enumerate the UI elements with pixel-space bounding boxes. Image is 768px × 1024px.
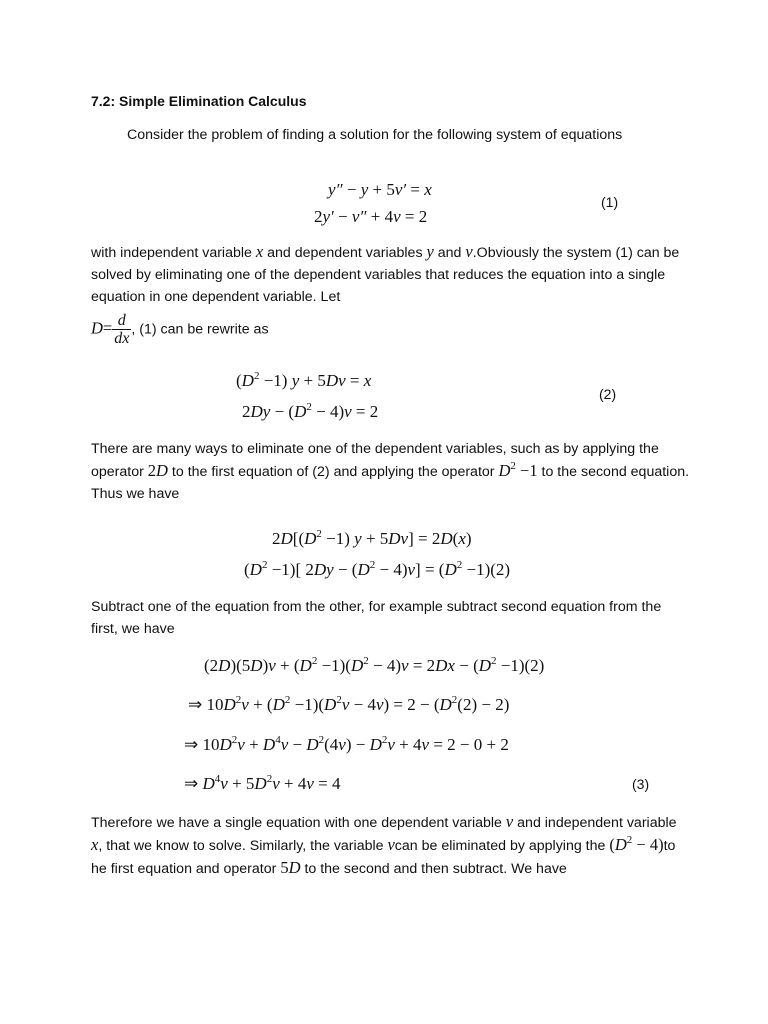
equation-2a: $(D^2 -1) y + 5Dv = x$	[236, 370, 372, 390]
equation-applied-a: $2D[(D^2 -1) y + 5Dv] = 2D(x)$	[272, 528, 472, 548]
section-heading: 7.2: Simple Elimination Calculus	[91, 93, 307, 109]
let-d-definition: D= $\frac{d}{dx}$ , (1) can be rewrite as	[91, 312, 269, 347]
equation-number-1: (1)	[601, 194, 619, 210]
equation-number-3: (3)	[632, 776, 650, 792]
math-5d: 5D	[280, 858, 301, 877]
equation-step-2: ⇒ $10D^2v + (D^2 -1)(D^2v - 4v) = 2 - (D^2(2) - 2)$	[188, 694, 510, 714]
text-fragment: , (1) can be rewrite as	[131, 321, 269, 338]
equation-applied-b: $(D^2 -1)$[ $2Dy - (D^2 - 4)v] = (D^2 -1)(2)$	[244, 559, 511, 579]
text-fragment: with independent variable	[91, 245, 252, 261]
equation-1a: y″ − y + 5v′ = x	[328, 180, 432, 199]
text-fragment: can be eliminated by applying the	[394, 838, 606, 854]
equation-step-4: ⇒ $D^4v + 5D^2v + 4v = 4$	[184, 773, 341, 793]
text-fragment: , that we know to solve. Similarly, the variable	[98, 838, 384, 854]
equation-2b: $2Dy - (D^2 - 4)v = 2$	[242, 401, 379, 421]
math-var-x: x	[91, 835, 99, 854]
text-fragment: .Obviously the system (1) can be solved by eliminating one of the dependent variables that reduces the equation into a single equation in one dependent variable. Let	[91, 245, 680, 305]
math-d2-minus-4: $(D^2 - 4)$	[609, 834, 664, 854]
text-fragment: to he first equation and operator	[91, 838, 676, 877]
math-var-v: v	[505, 812, 514, 831]
text-fragment: and independent variable	[517, 815, 677, 831]
math-d-operator: D	[91, 318, 103, 338]
fraction-d-dx: $\frac{d}{dx}$	[114, 312, 130, 347]
text-fragment: to the second and then subtract. We have	[304, 861, 567, 877]
text-fragment: to the first equation of (2) and applying the operator	[171, 464, 495, 480]
paragraph-conclusion	[91, 811, 691, 880]
text-fragment: There are many ways to eliminate one of the dependent variables, such as by applying the operator	[91, 441, 659, 480]
paragraph-subtract: Subtract one of the equation from the other, for example subtract second equation from the first, we have	[91, 599, 662, 637]
paragraph-variables	[91, 241, 681, 308]
text-fragment: to the second equation. Thus we have	[91, 464, 690, 502]
math-var-v: v	[465, 242, 473, 261]
math-var-y: y	[426, 242, 434, 261]
equation-number-2: (2)	[599, 386, 617, 402]
equation-step-3: ⇒ $10D^2v + D^4v - D^2(4v) - D^2v + 4v = 2 - 0 + 2$	[184, 734, 509, 754]
text-fragment: and dependent variables	[267, 245, 423, 261]
equation-1b: 2y′ − v″ + 4v = 2	[314, 207, 428, 226]
paragraph-operators	[91, 438, 691, 505]
math-d2-minus-1: $D^2 -1$	[498, 460, 538, 480]
equation-step-1: $(2D)(5D)v + (D^2 -1)(D^2 - 4)v = 2Dx - (D^2 -1)(2)$	[204, 655, 545, 675]
math-2d: 2D	[147, 461, 168, 480]
math-var-x: x	[255, 242, 264, 261]
text-fragment: Therefore we have a single equation with one dependent variable	[91, 815, 502, 831]
text-fragment: and	[437, 245, 462, 261]
math-var-v: v	[387, 835, 395, 854]
paragraph-intro: Consider the problem of finding a solution for the following system of equations	[127, 127, 623, 143]
